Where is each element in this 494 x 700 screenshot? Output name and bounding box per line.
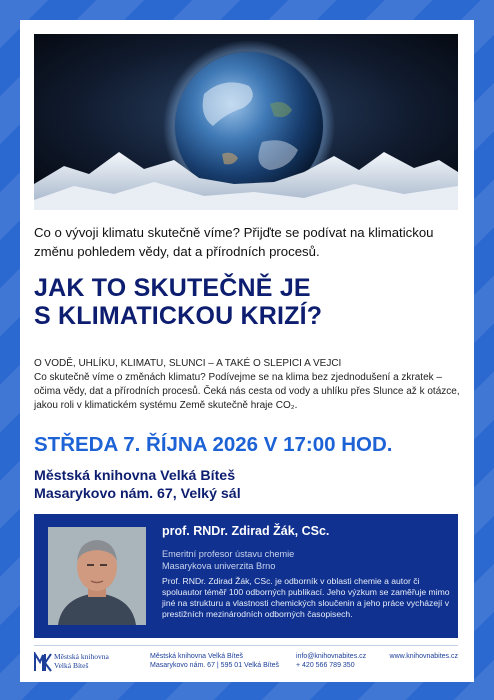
footer-email[interactable]: info@knihovnabites.cz bbox=[296, 653, 367, 660]
event-description: Co skutečně víme o změnách klimatu? Podívejme se na klima bez zjednodušení a zkratek – očima vědy, dat a přírodních procesů. Čeká nás cesta od vody a uhlíku přes Slunce až k otázce, jakou roli v klimatickém systému Země skutečně hraje CO₂. bbox=[34, 372, 460, 411]
footer bbox=[34, 645, 458, 676]
headline-line-2: S KLIMATICKOU KRIZÍ? bbox=[34, 302, 323, 330]
library-logo-text bbox=[54, 652, 134, 670]
event-venue bbox=[34, 467, 454, 503]
footer-website-link[interactable]: www.knihovnabites.cz bbox=[389, 653, 458, 660]
poster bbox=[20, 20, 474, 682]
speaker-name: prof. RNDr. Zdirad Žák, CSc. bbox=[162, 524, 330, 538]
speaker-panel bbox=[34, 514, 458, 638]
logo-line-2: Velká Bíteš bbox=[54, 661, 89, 670]
speaker-role bbox=[162, 548, 452, 572]
footer-phone: + 420 566 789 350 bbox=[296, 662, 355, 669]
speaker-bio: Prof. RNDr. Zdirad Žák, CSc. je odborník v oblasti chemie a autor či spoluautor téměř 100 odborných publikací. Jeho výzkum se zaměřuje mimo jiné na strukturu a vlastnosti chemických sloučenin a jeho práce vycházejí v prestižních mezinárodních odborných časopisech. bbox=[162, 576, 450, 619]
footer-address bbox=[150, 652, 280, 670]
venue-name: Městská knihovna Velká Bíteš bbox=[34, 468, 236, 484]
headline-line-1: JAK TO SKUTEČNĚ JE bbox=[34, 274, 311, 302]
hero-earth-image bbox=[34, 34, 458, 210]
event-subheading: O VODĚ, UHLÍKU, KLIMATU, SLUNCI – A TAKÉ O SLEPICI A VEJCI bbox=[34, 358, 342, 369]
event-headline bbox=[34, 274, 464, 330]
event-date: STŘEDA 7. ŘÍJNA 2026 V 17:00 HOD. bbox=[34, 433, 393, 456]
footer-address-line-1: Městská knihovna Velká Bíteš bbox=[150, 653, 243, 660]
footer-address-line-2: Masarykovo nám. 67 | 595 01 Velká Bíteš bbox=[150, 662, 280, 669]
speaker-role-line-2: Masarykova univerzita Brno bbox=[162, 561, 276, 571]
footer-contact bbox=[296, 652, 396, 670]
library-logo-icon bbox=[34, 652, 52, 672]
speaker-role-line-1: Emeritní profesor ústavu chemie bbox=[162, 549, 295, 559]
intro-text: Co o vývoji klimatu skutečně víme? Přijďte se podívat na klimatickou změnu pohledem vědy, dat a přírodních procesů. bbox=[34, 225, 434, 259]
logo-line-1: Městská knihovna bbox=[54, 652, 109, 661]
venue-address: Masarykovo nám. 67, Velký sál bbox=[34, 486, 241, 502]
earth-illustration bbox=[34, 34, 458, 210]
speaker-photo bbox=[48, 527, 146, 625]
